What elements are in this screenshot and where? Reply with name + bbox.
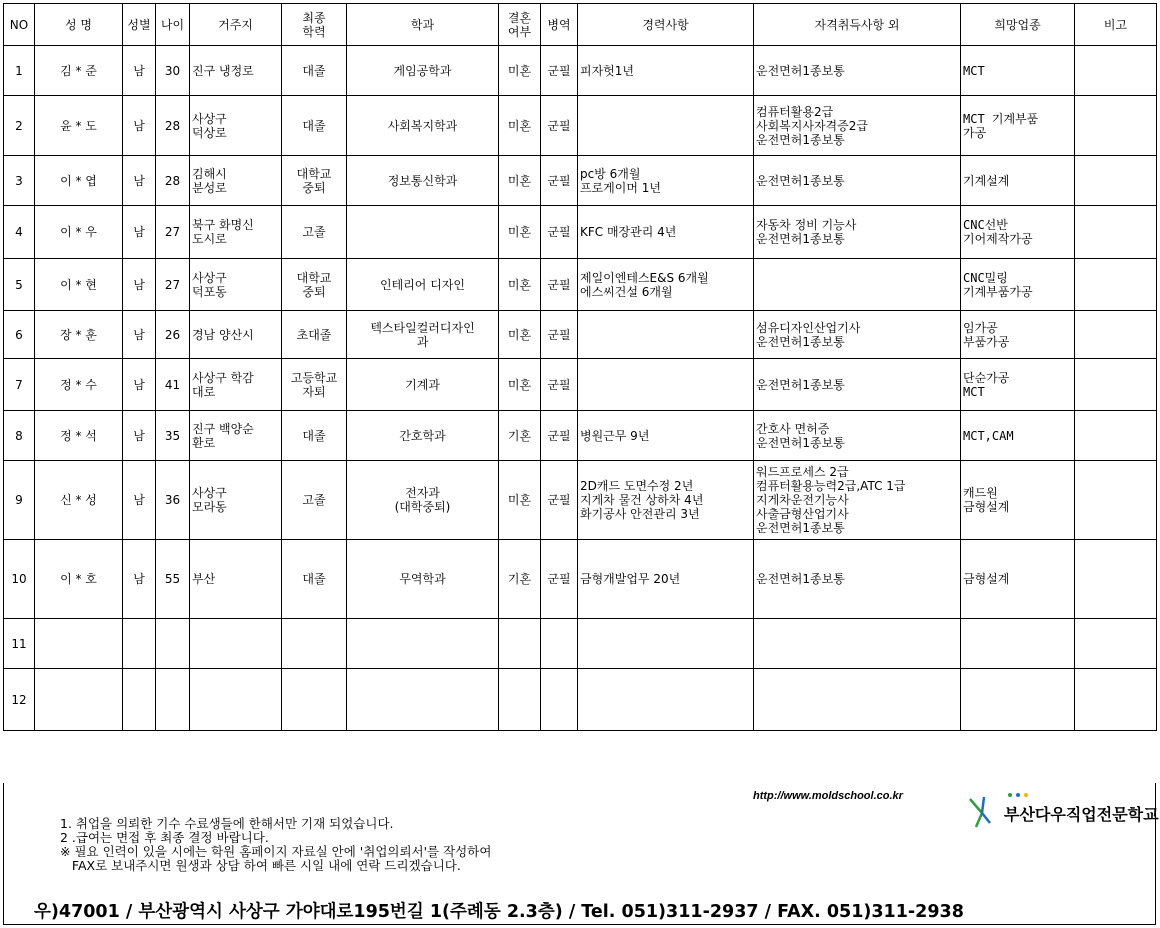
note-line: 2 .급여는 면접 후 최종 결정 바랍니다. [60, 830, 269, 845]
table-row [4, 259, 1157, 311]
military-cell: 군필 [541, 46, 578, 96]
education-cell: 대학교 중퇴 [282, 156, 347, 206]
desired-job-cell: 임가공 부품가공 [961, 311, 1075, 359]
marital-status-cell [499, 619, 541, 669]
age-cell: 41 [156, 359, 190, 411]
address-cell [190, 669, 282, 731]
sex-cell: 남 [123, 206, 156, 259]
career-cell: 제일이엔테스E&S 6개월 에스씨건설 6개월 [578, 259, 754, 311]
department-cell: 무역학과 [347, 540, 499, 619]
career-cell: 2D캐드 도면수정 2년 지게차 물건 상하차 4년 화기공사 안전관리 3년 [578, 461, 754, 540]
header-remarks: 비고 [1075, 4, 1157, 46]
career-cell [578, 359, 754, 411]
sex-cell: 남 [123, 46, 156, 96]
sex-cell [123, 669, 156, 731]
footer [3, 783, 1159, 925]
table-row [4, 540, 1157, 619]
department-cell [347, 669, 499, 731]
table-row [4, 461, 1157, 540]
education-cell [282, 619, 347, 669]
marital-status-cell: 미혼 [499, 311, 541, 359]
applicant-table [3, 3, 1157, 731]
table-row [4, 206, 1157, 259]
marital-status-cell: 미혼 [499, 461, 541, 540]
sex-cell: 남 [123, 311, 156, 359]
address-cell [190, 619, 282, 669]
applicant-name: 장 * 훈 [35, 311, 123, 359]
department-cell: 전자과 (대학중퇴) [347, 461, 499, 540]
contact-address: 우)47001 / 부산광역시 사상구 가야대로195번길 1(주례동 2.3층) / Tel. 051)311-2937 / FAX. 051)311-2938 [34, 902, 964, 922]
department-cell: 텍스타일컬러디자인 과 [347, 311, 499, 359]
age-cell: 28 [156, 96, 190, 156]
age-cell: 28 [156, 156, 190, 206]
row-no: 1 [4, 46, 35, 96]
career-cell [578, 311, 754, 359]
education-cell: 고졸 [282, 461, 347, 540]
department-cell: 인테리어 디자인 [347, 259, 499, 311]
age-cell [156, 619, 190, 669]
address-cell: 사상구 덕상로 [190, 96, 282, 156]
note-line: 1. 취업을 의뢰한 기수 수료생들에 한해서만 기재 되었습니다. [60, 816, 394, 831]
row-no: 4 [4, 206, 35, 259]
desired-job-cell [961, 669, 1075, 731]
age-cell: 55 [156, 540, 190, 619]
marital-status-cell: 기혼 [499, 540, 541, 619]
applicant-name [35, 669, 123, 731]
header-desired-job: 희망업종 [961, 4, 1075, 46]
age-cell: 27 [156, 259, 190, 311]
row-no: 2 [4, 96, 35, 156]
remarks-cell [1075, 156, 1157, 206]
header-career: 경력사항 [578, 4, 754, 46]
career-cell: pc방 6개월 프로게이머 1년 [578, 156, 754, 206]
dancing-figure-icon [966, 793, 1006, 833]
military-cell: 군필 [541, 359, 578, 411]
address-cell: 사상구 덕포동 [190, 259, 282, 311]
applicant-name: 이 * 호 [35, 540, 123, 619]
marital-status-cell: 미혼 [499, 96, 541, 156]
remarks-cell [1075, 669, 1157, 731]
header-age: 나이 [156, 4, 190, 46]
note-line: ※ 필요 인력이 있을 시에는 학원 홈페이지 자료실 안에 '취업의뢰서'를 작성하여 [60, 844, 492, 859]
military-cell: 군필 [541, 156, 578, 206]
row-no: 8 [4, 411, 35, 461]
applicant-name [35, 619, 123, 669]
career-cell: 병원근무 9년 [578, 411, 754, 461]
header-department: 학과 [347, 4, 499, 46]
header-marital-status: 결혼 여부 [499, 4, 541, 46]
license-cell: 컴퓨터활용2급 사회복지사자격증2급 운전면허1종보통 [754, 96, 961, 156]
desired-job-cell: MCT,CAM [961, 411, 1075, 461]
row-no: 5 [4, 259, 35, 311]
remarks-cell [1075, 411, 1157, 461]
address-cell: 김해시 분성로 [190, 156, 282, 206]
header-no: NO [4, 4, 35, 46]
sex-cell: 남 [123, 540, 156, 619]
applicant-name: 이 * 현 [35, 259, 123, 311]
department-cell: 게임공학과 [347, 46, 499, 96]
career-cell: 피자헛1년 [578, 46, 754, 96]
license-cell: 섬유디자인산업기사 운전면허1종보통 [754, 311, 961, 359]
career-cell [578, 669, 754, 731]
education-cell: 대졸 [282, 411, 347, 461]
education-cell: 대졸 [282, 46, 347, 96]
remarks-cell [1075, 311, 1157, 359]
department-cell [347, 206, 499, 259]
license-cell: 운전면허1종보통 [754, 540, 961, 619]
applicant-name: 신 * 성 [35, 461, 123, 540]
military-cell: 군필 [541, 311, 578, 359]
desired-job-cell [961, 619, 1075, 669]
row-no: 11 [4, 619, 35, 669]
education-cell: 초대졸 [282, 311, 347, 359]
license-cell [754, 619, 961, 669]
address-cell: 부산 [190, 540, 282, 619]
department-cell [347, 619, 499, 669]
table-row [4, 46, 1157, 96]
sex-cell: 남 [123, 156, 156, 206]
military-cell: 군필 [541, 206, 578, 259]
marital-status-cell: 미혼 [499, 46, 541, 96]
table-row [4, 311, 1157, 359]
license-cell: 운전면허1종보통 [754, 46, 961, 96]
department-cell: 정보통신학과 [347, 156, 499, 206]
notes [60, 817, 491, 873]
header-military: 병역 [541, 4, 578, 46]
table-row [4, 619, 1157, 669]
license-cell: 자동차 정비 기능사 운전면허1종보통 [754, 206, 961, 259]
homepage-url[interactable]: http://www.moldschool.co.kr [753, 790, 903, 802]
education-cell: 고졸 [282, 206, 347, 259]
row-no: 9 [4, 461, 35, 540]
desired-job-cell: MCT [961, 46, 1075, 96]
sex-cell: 남 [123, 359, 156, 411]
remarks-cell [1075, 259, 1157, 311]
applicant-name: 정 * 수 [35, 359, 123, 411]
military-cell: 군필 [541, 96, 578, 156]
remarks-cell [1075, 461, 1157, 540]
marital-status-cell [499, 669, 541, 731]
row-no: 7 [4, 359, 35, 411]
military-cell [541, 669, 578, 731]
marital-status-cell: 기혼 [499, 411, 541, 461]
remarks-cell [1075, 540, 1157, 619]
military-cell [541, 619, 578, 669]
sex-cell: 남 [123, 96, 156, 156]
desired-job-cell: MCT 기계부품 가공 [961, 96, 1075, 156]
education-cell: 대졸 [282, 96, 347, 156]
school-logo [966, 789, 1159, 839]
address-cell: 진구 백양순 환로 [190, 411, 282, 461]
sex-cell [123, 619, 156, 669]
sex-cell: 남 [123, 259, 156, 311]
military-cell: 군필 [541, 461, 578, 540]
header-row [4, 4, 1157, 46]
age-cell: 35 [156, 411, 190, 461]
address-cell: 북구 화명신 도시로 [190, 206, 282, 259]
desired-job-cell: 금형설계 [961, 540, 1075, 619]
address-cell: 사상구 학감 대로 [190, 359, 282, 411]
license-cell: 간호사 면허증 운전면허1종보통 [754, 411, 961, 461]
table-row [4, 156, 1157, 206]
education-cell: 고등학교 자퇴 [282, 359, 347, 411]
row-no: 12 [4, 669, 35, 731]
table-row [4, 669, 1157, 731]
table-row [4, 96, 1157, 156]
department-cell: 간호학과 [347, 411, 499, 461]
header-licenses: 자격취득사항 외 [754, 4, 961, 46]
license-cell: 운전면허1종보통 [754, 359, 961, 411]
note-line: FAX로 보내주시면 원생과 상담 하여 빠른 시일 내에 연락 드리겠습니다. [60, 858, 461, 873]
desired-job-cell: CNC선반 기어제작가공 [961, 206, 1075, 259]
remarks-cell [1075, 96, 1157, 156]
remarks-cell [1075, 46, 1157, 96]
age-cell: 26 [156, 311, 190, 359]
row-no: 10 [4, 540, 35, 619]
header-sex: 성별 [123, 4, 156, 46]
address-cell: 진구 냉정로 [190, 46, 282, 96]
table-row [4, 411, 1157, 461]
marital-status-cell: 미혼 [499, 359, 541, 411]
age-cell: 27 [156, 206, 190, 259]
applicant-name: 이 * 우 [35, 206, 123, 259]
department-cell: 기계과 [347, 359, 499, 411]
age-cell [156, 669, 190, 731]
desired-job-cell: 캐드원 금형설계 [961, 461, 1075, 540]
address-cell: 사상구 모라동 [190, 461, 282, 540]
marital-status-cell: 미혼 [499, 259, 541, 311]
sex-cell: 남 [123, 411, 156, 461]
marital-status-cell: 미혼 [499, 206, 541, 259]
desired-job-cell: 기계설계 [961, 156, 1075, 206]
header-name: 성 명 [35, 4, 123, 46]
license-cell [754, 669, 961, 731]
military-cell: 군필 [541, 540, 578, 619]
military-cell: 군필 [541, 411, 578, 461]
career-cell: KFC 매장관리 4년 [578, 206, 754, 259]
age-cell: 30 [156, 46, 190, 96]
table-row [4, 359, 1157, 411]
header-address: 거주지 [190, 4, 282, 46]
career-cell [578, 619, 754, 669]
education-cell: 대졸 [282, 540, 347, 619]
military-cell: 군필 [541, 259, 578, 311]
license-cell [754, 259, 961, 311]
career-cell: 금형개발업무 20년 [578, 540, 754, 619]
row-no: 3 [4, 156, 35, 206]
desired-job-cell: CNC밀링 기계부품가공 [961, 259, 1075, 311]
remarks-cell [1075, 206, 1157, 259]
sex-cell: 남 [123, 461, 156, 540]
education-cell: 대학교 중퇴 [282, 259, 347, 311]
desired-job-cell: 단순가공 MCT [961, 359, 1075, 411]
department-cell: 사회복지학과 [347, 96, 499, 156]
remarks-cell [1075, 359, 1157, 411]
age-cell: 36 [156, 461, 190, 540]
applicant-name: 김 * 준 [35, 46, 123, 96]
remarks-cell [1075, 619, 1157, 669]
applicant-name: 윤 * 도 [35, 96, 123, 156]
education-cell [282, 669, 347, 731]
header-education: 최종 학력 [282, 4, 347, 46]
address-cell: 경남 양산시 [190, 311, 282, 359]
career-cell [578, 96, 754, 156]
license-cell: 운전면허1종보통 [754, 156, 961, 206]
marital-status-cell: 미혼 [499, 156, 541, 206]
row-no: 6 [4, 311, 35, 359]
applicant-name: 이 * 엽 [35, 156, 123, 206]
school-name: 부산다우직업전문학교 [1004, 805, 1159, 824]
applicant-name: 정 * 석 [35, 411, 123, 461]
license-cell: 워드프로세스 2급 컴퓨터활용능력2급,ATC 1급 지게차운전기능사 사출금형산업기사 운전면허1종보통 [754, 461, 961, 540]
